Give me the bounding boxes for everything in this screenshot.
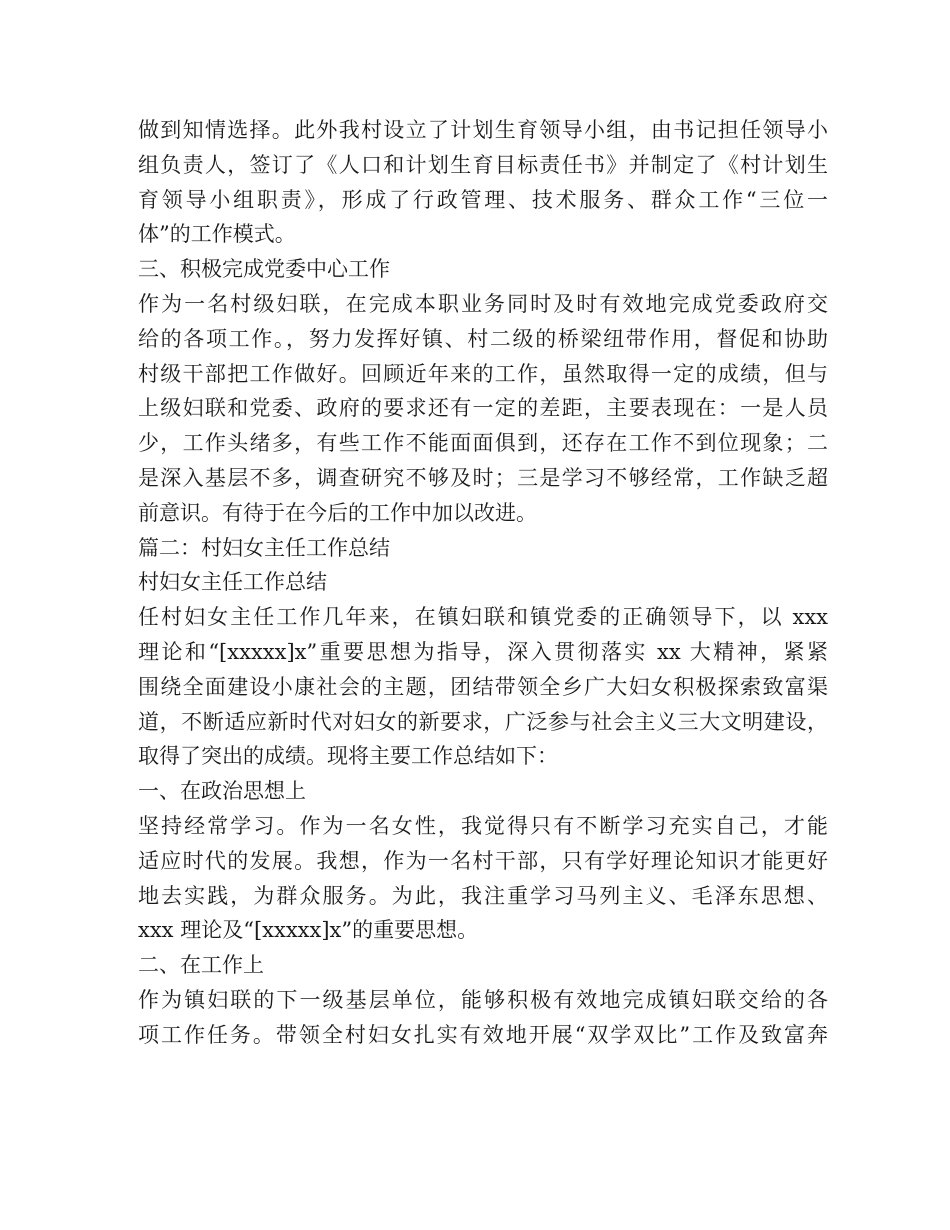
text-line: 体”的工作模式。 (138, 222, 296, 247)
text-line: 作为镇妇联的下一级基层单位，能够积极有效地完成镇妇联交给的各 (138, 987, 828, 1012)
text-line: 任村妇女主任工作几年来，在镇妇联和镇党委的正确领导下，以 xxx (138, 605, 828, 630)
text-line: 取得了突出的成绩。现将主要工作总结如下： (138, 744, 558, 769)
text-line: 育领导小组职责》，形成了行政管理、技术服务、群众工作“三位一 (138, 187, 828, 212)
text-line: 围绕全面建设小康社会的主题，团结带领全乡广大妇女积极探索致富渠 (138, 674, 828, 699)
text-line: 地去实践，为群众服务。为此，我注重学习马列主义、毛泽东思想、 (138, 883, 828, 908)
section-heading: 二、在工作上 (138, 953, 264, 978)
text-line: 做到知情选择。此外我村设立了计划生育领导小组，由书记担任领导小 (138, 118, 828, 142)
text-line: xxx 理论及“[xxxxx]x”的重要思想。 (138, 918, 479, 943)
text-line: 道，不断适应新时代对妇女的新要求，广泛参与社会主义三大文明建设， (138, 709, 828, 734)
section-heading: 一、在政治思想上 (138, 779, 306, 804)
document-body (138, 113, 828, 1053)
chapter-heading: 篇二：村妇女主任工作总结 (138, 535, 390, 560)
text-line: 给的各项工作。，努力发挥好镇、村二级的桥梁纽带作用，督促和协助 (138, 326, 828, 351)
text-line: 是深入基层不多，调查研究不够及时；三是学习不够经常，工作缺乏超 (138, 465, 828, 490)
text-line: 坚持经常学习。作为一名女性，我觉得只有不断学习充实自己，才能 (138, 813, 828, 838)
text-line: 作为一名村级妇联，在完成本职业务同时及时有效地完成党委政府交 (138, 291, 828, 316)
text-line: 村级干部把工作做好。回顾近年来的工作，虽然取得一定的成绩，但与 (138, 361, 828, 386)
text-line: 少，工作头绪多，有些工作不能面面俱到，还存在工作不到位现象；二 (138, 431, 828, 456)
document-title: 村妇女主任工作总结 (138, 570, 327, 595)
text-line: 理论和“[xxxxx]x”重要思想为指导，深入贯彻落实 xx 大精神，紧紧 (138, 639, 828, 664)
text-line: 组负责人，签订了《人口和计划生育目标责任书》并制定了《村计划生 (138, 152, 828, 177)
text-line: 适应时代的发展。我想，作为一名村干部，只有学好理论知识才能更好 (138, 848, 828, 873)
text-line: 上级妇联和党委、政府的要求还有一定的差距，主要表现在：一是人员 (138, 396, 828, 421)
text-line: 前意识。有待于在今后的工作中加以改进。 (138, 500, 537, 525)
section-heading: 三、积极完成党委中心工作 (138, 257, 390, 282)
text-line: 项工作任务。带领全村妇女扎实有效地开展“双学双比”工作及致富奔 (138, 1022, 828, 1047)
